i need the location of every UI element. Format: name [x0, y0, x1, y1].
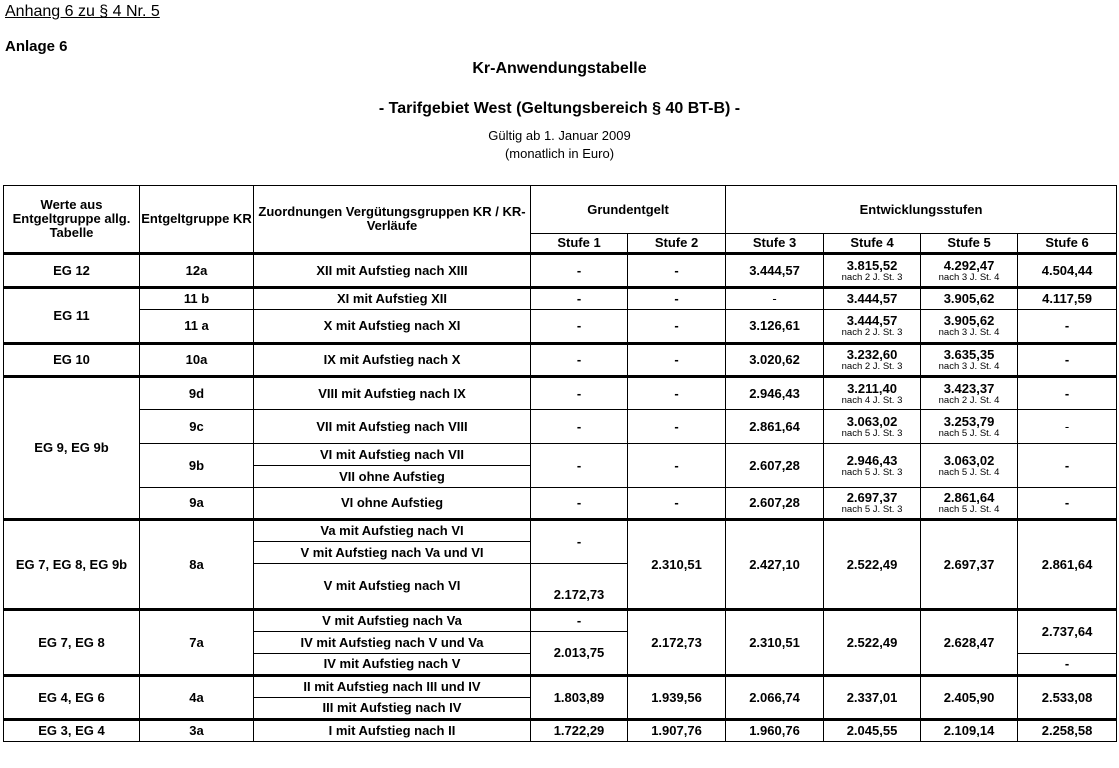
- stufe-3-cell: 3.126,61: [726, 310, 824, 344]
- value: 3.905,62: [943, 313, 995, 328]
- stufe-4-cell: [824, 377, 921, 410]
- page-subtitle: - Tarifgebiet West (Geltungsbereich § 40 BT-B) -: [378, 100, 741, 117]
- header-stufe-5: Stufe 5: [921, 234, 1018, 254]
- stufe-1-cell: -: [531, 410, 628, 444]
- kr-cell: 9b: [140, 444, 254, 488]
- header-stufe-1: Stufe 1: [531, 234, 628, 254]
- value: 3.253,79: [943, 413, 995, 429]
- stufe-5-cell: [921, 254, 1018, 288]
- stufe-6-cell: -: [1018, 488, 1117, 520]
- stufe-5-cell: 2.697,37: [921, 520, 1018, 610]
- stufe-4-cell: 2.522,49: [824, 610, 921, 676]
- eg-cell: EG 4, EG 6: [4, 676, 140, 720]
- stufe-3-cell: 3.020,62: [726, 344, 824, 377]
- stufe-2-cell: -: [628, 288, 726, 310]
- value: 2.861,64: [943, 490, 995, 505]
- assignment-cell: III mit Aufstieg nach IV: [254, 698, 531, 720]
- stufe-5-cell: 2.628,47: [921, 610, 1018, 676]
- assignment-cell: VII mit Aufstieg nach VIII: [254, 410, 531, 444]
- stufe-2-cell: -: [628, 488, 726, 520]
- assignment-cell: VIII mit Aufstieg nach IX: [254, 377, 531, 410]
- note: nach 5 J. St. 3: [841, 466, 903, 478]
- table-row: [4, 344, 1117, 377]
- kr-cell: 9d: [140, 377, 254, 410]
- stufe-1-cell: 2.172,73: [531, 564, 628, 610]
- stufe-2-cell: 1.939,56: [628, 676, 726, 720]
- value: 3.232,60: [846, 347, 898, 362]
- stufe-1-cell: -: [531, 254, 628, 288]
- stufe-1-cell: -: [531, 344, 628, 377]
- stufe-5-cell: [921, 344, 1018, 377]
- table-row: [4, 410, 1117, 444]
- value: 3.211,40: [847, 380, 897, 396]
- header-grundentgelt: Grundentgelt: [531, 186, 726, 234]
- note: nach 2 J. St. 3: [841, 271, 903, 283]
- assignment-cell: V mit Aufstieg nach VI: [254, 564, 531, 610]
- stufe-6-cell: 4.504,44: [1018, 254, 1117, 288]
- kr-cell: 4a: [140, 676, 254, 720]
- kr-cell: 12a: [140, 254, 254, 288]
- stufe-1-cell: 2.013,75: [531, 632, 628, 676]
- note: nach 5 J. St. 4: [938, 427, 1000, 439]
- note: nach 2 J. St. 3: [841, 327, 903, 338]
- assignment-cell: I mit Aufstieg nach II: [254, 720, 531, 742]
- table-row: [4, 310, 1117, 344]
- note: nach 5 J. St. 3: [841, 504, 903, 515]
- stufe-6-cell: 2.533,08: [1018, 676, 1117, 720]
- note: nach 5 J. St. 3: [841, 427, 903, 439]
- annex-reference: Anhang 6 zu § 4 Nr. 5: [5, 3, 160, 20]
- note: nach 2 J. St. 4: [938, 394, 1000, 406]
- stufe-6-cell: -: [1018, 444, 1117, 488]
- stufe-2-cell: -: [628, 410, 726, 444]
- table-row: [4, 488, 1117, 520]
- stufe-1-cell: 1.803,89: [531, 676, 628, 720]
- value: 3.063,02: [943, 452, 995, 468]
- header-zuordnungen: Zuordnungen Vergütungsgruppen KR / KR-Verläufe: [254, 186, 531, 254]
- assignment-cell: IX mit Aufstieg nach X: [254, 344, 531, 377]
- kr-cell: 10a: [140, 344, 254, 377]
- stufe-4-cell: [824, 488, 921, 520]
- table-row: [4, 254, 1117, 288]
- stufe-1-cell: -: [531, 310, 628, 344]
- stufe-1-cell: -: [531, 288, 628, 310]
- note: nach 5 J. St. 4: [938, 504, 1000, 515]
- stufe-6-cell: -: [1018, 344, 1117, 377]
- stufe-2-cell: -: [628, 344, 726, 377]
- stufe-6-cell: 2.258,58: [1018, 720, 1117, 742]
- salary-table: [3, 185, 1117, 742]
- stufe-4-cell: [824, 344, 921, 377]
- stufe-4-cell: 2.337,01: [824, 676, 921, 720]
- note: nach 3 J. St. 4: [938, 327, 1000, 338]
- stufe-3-cell: 3.444,57: [726, 254, 824, 288]
- stufe-2-cell: -: [628, 310, 726, 344]
- stufe-2-cell: -: [628, 444, 726, 488]
- kr-cell: 11 b: [140, 288, 254, 310]
- assignment-cell: X mit Aufstieg nach XI: [254, 310, 531, 344]
- table-row: [4, 377, 1117, 410]
- value: 3.423,37: [943, 380, 995, 396]
- eg-cell: EG 12: [4, 254, 140, 288]
- stufe-6-cell: 2.737,64: [1018, 610, 1117, 654]
- note: nach 3 J. St. 4: [938, 271, 1000, 283]
- stufe-3-cell: 2.066,74: [726, 676, 824, 720]
- table-row: [4, 520, 1117, 542]
- stufe-1-cell: 1.722,29: [531, 720, 628, 742]
- header-entwicklungsstufen: Entwicklungsstufen: [726, 186, 1117, 234]
- value: 2.697,37: [846, 490, 898, 505]
- header-stufe-2: Stufe 2: [628, 234, 726, 254]
- kr-cell: 11 a: [140, 310, 254, 344]
- eg-cell: EG 7, EG 8: [4, 610, 140, 676]
- eg-cell: EG 10: [4, 344, 140, 377]
- stufe-4-cell: 3.444,57: [824, 288, 921, 310]
- stufe-5-cell: [921, 410, 1018, 444]
- page-title: Kr-Anwendungstabelle: [472, 60, 647, 77]
- stufe-4-cell: 2.045,55: [824, 720, 921, 742]
- kr-cell: 8a: [140, 520, 254, 610]
- stufe-2-cell: 2.172,73: [628, 610, 726, 676]
- assignment-cell: IV mit Aufstieg nach V: [254, 654, 531, 676]
- stufe-1-cell: -: [531, 377, 628, 410]
- stufe-1-cell: -: [531, 520, 628, 564]
- stufe-5-cell: 3.905,62: [921, 288, 1018, 310]
- assignment-cell: V mit Aufstieg nach Va und VI: [254, 542, 531, 564]
- assignment-cell: IV mit Aufstieg nach V und Va: [254, 632, 531, 654]
- kr-cell: 9c: [140, 410, 254, 444]
- eg-cell: EG 7, EG 8, EG 9b: [4, 520, 140, 610]
- value: 3.444,57: [846, 313, 898, 328]
- assignment-cell: II mit Aufstieg nach III und IV: [254, 676, 531, 698]
- stufe-6-cell: 4.117,59: [1018, 288, 1117, 310]
- assignment-cell: VI mit Aufstieg nach VII: [254, 444, 531, 466]
- note: nach 3 J. St. 4: [938, 361, 1000, 372]
- assignment-cell: XII mit Aufstieg nach XIII: [254, 254, 531, 288]
- note: nach 4 J. St. 3: [841, 394, 903, 406]
- stufe-2-cell: 2.310,51: [628, 520, 726, 610]
- stufe-1-cell: -: [531, 610, 628, 632]
- value: 3.815,52: [846, 257, 898, 273]
- eg-cell: EG 9, EG 9b: [4, 377, 140, 520]
- currency-unit: (monatlich in Euro): [504, 146, 615, 161]
- stufe-4-cell: [824, 410, 921, 444]
- table-row: [4, 720, 1117, 742]
- kr-cell: 7a: [140, 610, 254, 676]
- note: nach 5 J. St. 4: [938, 466, 1000, 478]
- value: 4.292,47: [943, 257, 995, 273]
- stufe-4-cell: [824, 310, 921, 344]
- stufe-5-cell: [921, 310, 1018, 344]
- stufe-3-cell: 2.427,10: [726, 520, 824, 610]
- assignment-cell: V mit Aufstieg nach Va: [254, 610, 531, 632]
- stufe-5-cell: 2.109,14: [921, 720, 1018, 742]
- value: 3.063,02: [846, 413, 898, 429]
- stufe-3-cell: 2.861,64: [726, 410, 824, 444]
- header-stufe-4: Stufe 4: [824, 234, 921, 254]
- stufe-3-cell: 2.946,43: [726, 377, 824, 410]
- assignment-cell: VI ohne Aufstieg: [254, 488, 531, 520]
- stufe-1-cell: -: [531, 444, 628, 488]
- value: 2.946,43: [846, 452, 898, 468]
- assignment-cell: XI mit Aufstieg XII: [254, 288, 531, 310]
- stufe-6-cell: -: [1018, 377, 1117, 410]
- stufe-6-cell: -: [1018, 310, 1117, 344]
- stufe-6-cell: -: [1018, 410, 1117, 444]
- validity-date: Gültig ab 1. Januar 2009: [488, 128, 631, 143]
- stufe-6-cell: -: [1018, 654, 1117, 676]
- stufe-4-cell: [824, 254, 921, 288]
- stufe-5-cell: 2.405,90: [921, 676, 1018, 720]
- stufe-5-cell: [921, 377, 1018, 410]
- stufe-2-cell: -: [628, 254, 726, 288]
- eg-cell: EG 11: [4, 288, 140, 344]
- table-row: [4, 610, 1117, 632]
- stufe-6-cell: 2.861,64: [1018, 520, 1117, 610]
- stufe-1-cell: -: [531, 488, 628, 520]
- stufe-5-cell: [921, 488, 1018, 520]
- kr-cell: 3a: [140, 720, 254, 742]
- stufe-4-cell: 2.522,49: [824, 520, 921, 610]
- header-werte: Werte aus Entgeltgruppe allg. Tabelle: [4, 186, 140, 254]
- stufe-5-cell: [921, 444, 1018, 488]
- assignment-cell: VII ohne Aufstieg: [254, 466, 531, 488]
- header-stufe-6: Stufe 6: [1018, 234, 1117, 254]
- table-row: [4, 676, 1117, 698]
- kr-cell: 9a: [140, 488, 254, 520]
- stufe-2-cell: 1.907,76: [628, 720, 726, 742]
- table-row: [4, 444, 1117, 466]
- stufe-3-cell: 1.960,76: [726, 720, 824, 742]
- assignment-cell: Va mit Aufstieg nach VI: [254, 520, 531, 542]
- value: 3.635,35: [943, 347, 995, 362]
- stufe-3-cell: 2.607,28: [726, 488, 824, 520]
- stufe-2-cell: -: [628, 377, 726, 410]
- stufe-3-cell: 2.607,28: [726, 444, 824, 488]
- stufe-4-cell: [824, 444, 921, 488]
- eg-cell: EG 3, EG 4: [4, 720, 140, 742]
- note: nach 2 J. St. 3: [841, 361, 903, 372]
- table-row: [4, 288, 1117, 310]
- header-entgeltgruppe: Entgeltgruppe KR: [140, 186, 254, 254]
- attachment-label: Anlage 6: [5, 38, 68, 55]
- stufe-3-cell: 2.310,51: [726, 610, 824, 676]
- stufe-3-cell: -: [726, 288, 824, 310]
- header-stufe-3: Stufe 3: [726, 234, 824, 254]
